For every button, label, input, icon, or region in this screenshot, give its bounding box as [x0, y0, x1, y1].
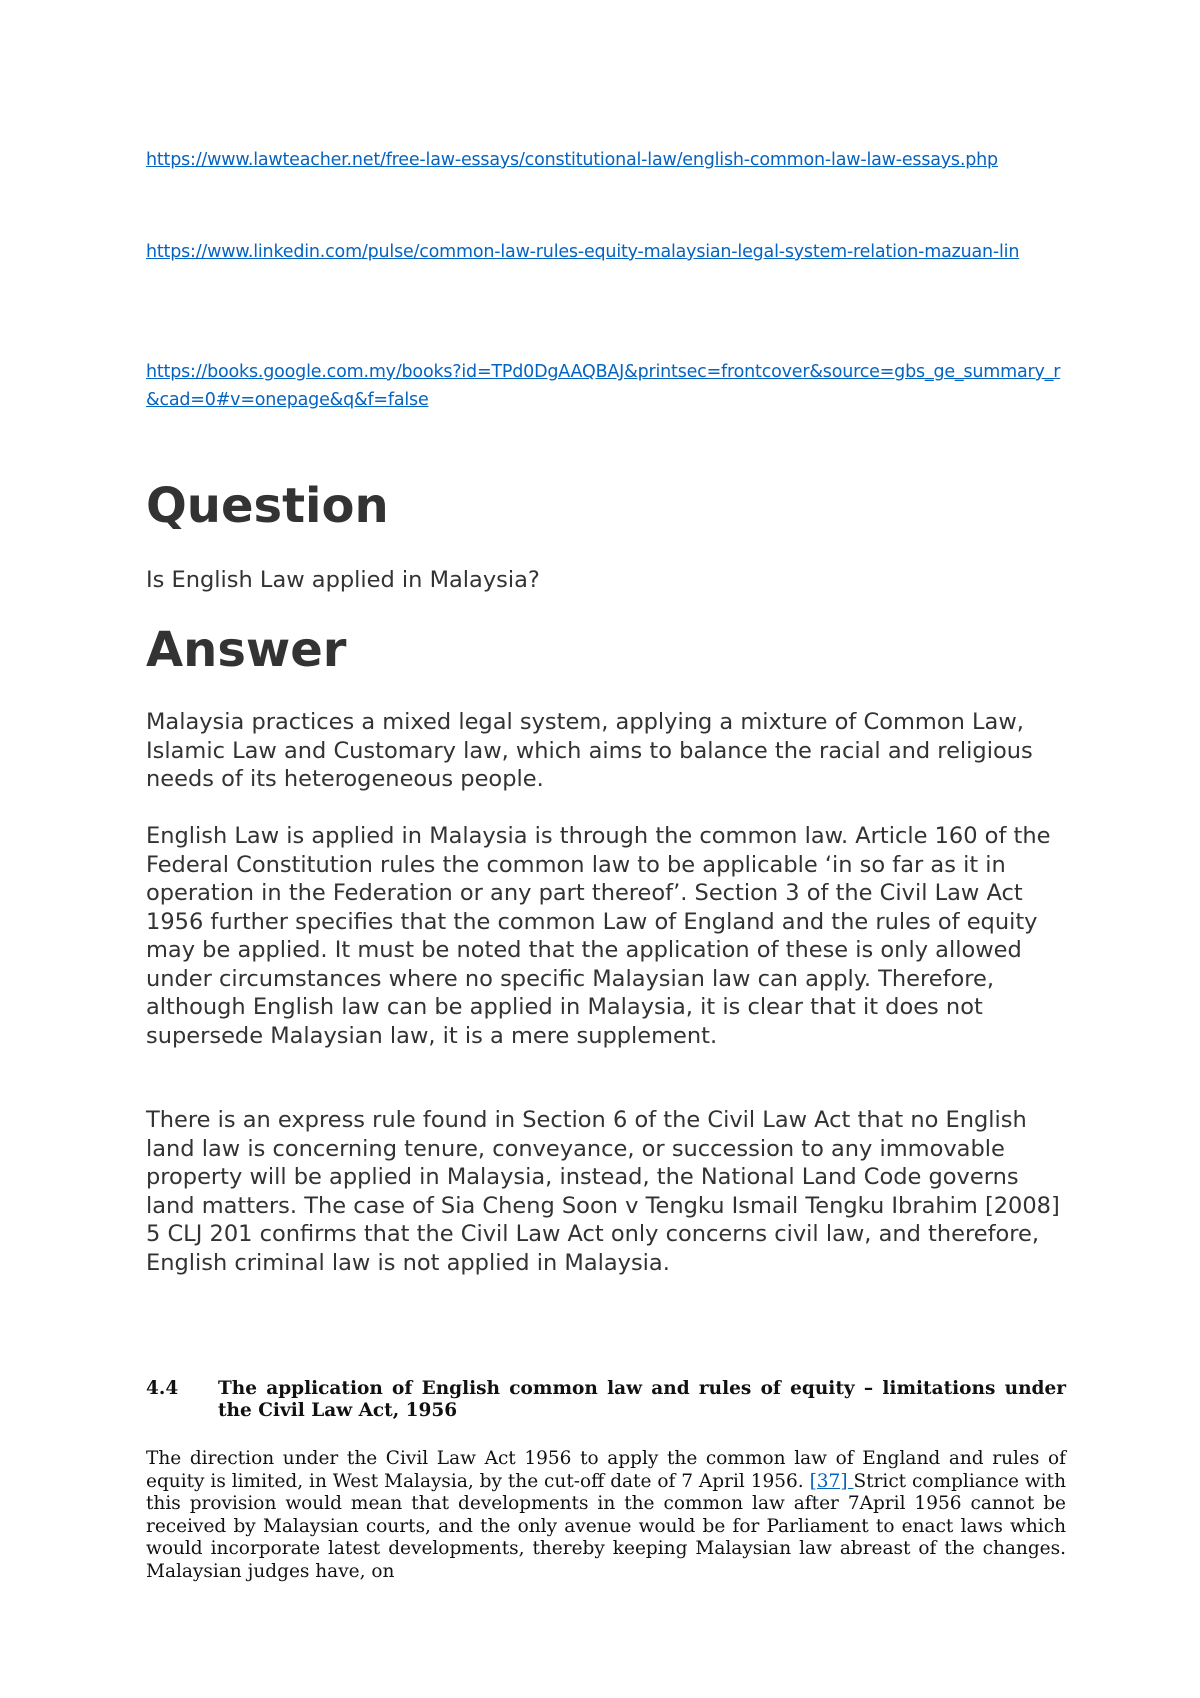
- section-text-before-ref: The direction under the Civil Law Act 1956 to apply the common law of England and rules of equity is limited, in West Malaysia, by the cut-off date of 7 April 1956.: [146, 1448, 1066, 1492]
- answer-paragraph: There is an express rule found in Section 6 of the Civil Law Act that no English land law is concerning tenure, conveyance, or succession to any immovable property will be applied in Malaysia, instead, the National Land Code governs land matters. The case of Sia Cheng Soon v Tengku Ismail Tengku Ibrahim [2008] 5 CLJ 201 confirms that the Civil Law Act only concerns civil law, and therefore, English criminal law is not applied in Malaysia.: [146, 1107, 1060, 1276]
- answer-heading: Answer: [146, 622, 347, 678]
- question-text: Is English Law applied in Malaysia?: [146, 567, 540, 593]
- section-title: The application of English common law and rules of equity – limitations under the Civil Law Act, 1956: [218, 1378, 1066, 1421]
- section-text-after-ref: Strict compliance with this provision would mean that developments in the common law after 7April 1956 cannot be received by Malaysian courts, and the only avenue would be for Parliament to enact laws which would incorporate latest developments, thereby keeping Malaysian law abreast of the changes. Malaysian judges have, on: [146, 1470, 1066, 1582]
- question-heading: Question: [146, 478, 389, 534]
- answer-paragraph: English Law is applied in Malaysia is through the common law. Article 160 of the Federal Constitution rules the common law to be applicable ‘in so far as it in operation in the Federation or any part thereof’. Section 3 of the Civil Law Act 1956 further specifies that the common Law of England and the rules of equity may be applied. It must be noted that the application of these is only allowed under circumstances where no specific Malaysian law can apply. Therefore, although English law can be applied in Malaysia, it is clear that it does not supersede Malaysian law, it is a mere supplement.: [146, 823, 1051, 1049]
- section-heading: [146, 1378, 1066, 1422]
- reference-link-lawteacher[interactable]: https://www.lawteacher.net/free-law-essays/constitutional-law/english-common-law-law-essays.php: [146, 150, 998, 170]
- answer-paragraph: Malaysia practices a mixed legal system, applying a mixture of Common Law, Islamic Law and Customary law, which aims to balance the racial and religious needs of its heterogeneous people.: [146, 709, 1033, 792]
- footnote-reference-link[interactable]: [37]: [809, 1470, 854, 1492]
- section-paragraph: [146, 1448, 1066, 1583]
- reference-link-linkedin[interactable]: https://www.linkedin.com/pulse/common-law-rules-equity-malaysian-legal-system-relation-mazuan-lin: [146, 242, 1020, 262]
- section-number: 4.4: [146, 1378, 179, 1399]
- reference-link-google-books[interactable]: https://books.google.com.my/books?id=TPd0DgAAQBAJ&printsec=frontcover&source=gbs_ge_summary_r&cad=0#v=onepage&q&f=false: [146, 362, 1061, 410]
